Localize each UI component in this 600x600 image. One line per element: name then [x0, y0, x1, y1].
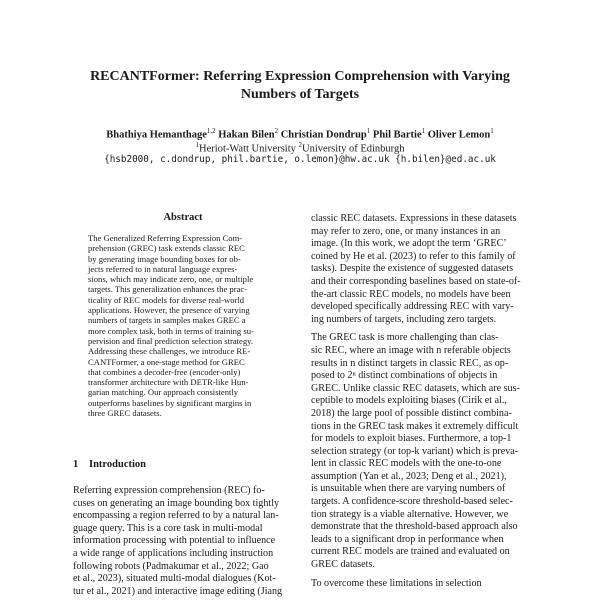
author-name: Oliver Lemon [427, 129, 491, 141]
author-affiliation-marker: 2 [274, 127, 279, 135]
affiliation-text: University of Edinburgh [302, 143, 405, 155]
text-line: targets. A confidence-score threshold-based selec- [311, 496, 513, 508]
text-line: cuses on generating an image bounding box tightly [73, 497, 280, 509]
text-line: guage query. This is a core task in multi-modal [73, 522, 263, 534]
affiliation-marker: 1 [195, 141, 200, 149]
section-number: 1 [73, 459, 79, 470]
text-line: The Generalized Referring Expression Com- [88, 233, 243, 243]
right-column [311, 213, 533, 590]
text-line: the-art classic REC models, no models have been [311, 288, 511, 300]
text-line: tasks). Despite the existence of suggested datasets [311, 263, 514, 275]
text-line: tur et al., 2021) and interactive image editing (Jiang [73, 585, 283, 597]
text-line: may refer to zero, one, or many instances in an [311, 225, 501, 237]
text-line: targets. This generalization enhances the prac- [88, 284, 248, 295]
text-line: CANTFormer, a one-stage method for GREC [88, 356, 245, 367]
text-line: 2018) the large pool of possible distinct combina- [311, 407, 512, 419]
text-line: lent in classic REC models with the one-to-one [311, 458, 502, 470]
author-affiliation-marker: 1 [490, 127, 494, 135]
text-line: classic REC datasets. Expressions in these datasets [311, 213, 517, 224]
text-line: selection strategy (or top-k variant) which is preva- [311, 445, 519, 457]
text-line: ceptible to models exploiting biases (Cirik et al., [311, 395, 507, 407]
author-emails: {hsb2000, c.dondrup, phil.bartie, o.lemon}@hw.ac.uk {h.bilen}@ed.ac.uk [104, 154, 496, 165]
text-line: is unsuitable when there are varying numbers of [311, 483, 506, 495]
author-name: Christian Dondrup [280, 129, 367, 141]
text-line: sic REC, where an image with n referable objects [311, 344, 511, 356]
text-line: posed to 2ⁿ distinct combinations of objects in [311, 370, 498, 382]
text-line: a wide range of applications including instruction [73, 547, 274, 559]
text-line: by generating image bounding boxes for ob- [88, 253, 241, 264]
text-line: three GREC datasets. [88, 408, 162, 419]
text-line: The GREC task is more challenging than clas- [311, 332, 499, 344]
text-line: To overcome these limitations in selection [311, 577, 482, 589]
text-line: information processing with potential to influence [73, 535, 276, 547]
text-line: developed specifically addressing REC with vary- [311, 301, 514, 313]
section-title: Introduction [89, 459, 146, 470]
text-line: more complex task, both in terms of training su- [88, 325, 254, 336]
abstract-heading: Abstract [163, 212, 203, 223]
text-line: and their corresponding baselines based on state-of- [311, 275, 521, 287]
text-line: outperforms baselines by significant margins in [88, 397, 252, 408]
author-name: Phil Bartie [372, 129, 422, 141]
title-line: Numbers of Targets [240, 87, 360, 102]
text-line: results in n distinct targets in classic REC, as op- [311, 357, 509, 369]
text-line: GREC datasets. [311, 559, 375, 571]
author-name: Hakan Bilen [218, 129, 275, 141]
title-line: RECANTFormer: Referring Expression Comprehension with Varying [90, 69, 510, 84]
text-line: numbers of targets in samples makes GREC a [88, 315, 246, 326]
text-line: assumption (Yan et al., 2023; Deng et al., 2021), [311, 470, 507, 482]
text-line: Referring expression comprehension (REC) fo- [73, 485, 265, 496]
author-affiliation-marker: 1 [366, 127, 371, 135]
text-line: leads to a significant drop in performance when [311, 533, 504, 545]
affiliation-text: Heriot-Watt University [199, 143, 299, 155]
text-line: current REC models are trained and evaluated on [311, 546, 510, 558]
section-heading [73, 459, 146, 470]
text-line: Addressing these challenges, we introduce RE- [88, 346, 251, 357]
text-line: prehension (GREC) task extends classic REC [88, 243, 245, 254]
text-line: ing numbers of targets, including zero targets. [311, 313, 497, 325]
author-name: Bhathiya Hemanthage [106, 129, 207, 141]
text-line: garian matching. Our approach consistently [88, 387, 239, 398]
text-line: applications. However, the presence of varying [88, 305, 250, 316]
text-line: et al., 2023), situated multi-modal dialogues (Kot- [73, 573, 276, 585]
text-line: transformer architecture with DETR-like Hun- [88, 377, 249, 388]
intro-paragraph [73, 485, 295, 598]
text-line: tion strategy is a viable alternative. However, we [311, 508, 509, 520]
author-affiliation-marker: 1 [421, 127, 426, 135]
text-line: for models to exploit biases. Furthermore, a top-1 [311, 433, 512, 445]
author-affiliation-marker: 1,2 [206, 127, 216, 135]
text-line: tions in the GREC task makes it extremely difficult [311, 420, 519, 432]
text-line: coined by He et al. (2023) to refer to this family of [311, 250, 516, 262]
affiliation-marker: 2 [298, 141, 302, 149]
text-line: jects referred to in natural language expres- [88, 263, 238, 274]
text-line: ticality of REC models for diverse real-world [88, 294, 245, 305]
paper-title [60, 68, 540, 104]
text-line: GREC. Unlike classic REC datasets, which are sus- [311, 382, 520, 394]
abstract-body [88, 233, 278, 418]
text-line: pervision and final prediction selection strategy. [88, 335, 254, 346]
text-line: sions, which may indicate zero, one, or multiple [88, 274, 254, 285]
text-line: that combines a decoder-free (encoder-only) [88, 366, 241, 377]
text-line: following robots (Padmakumar et al., 2022; Gao [73, 560, 269, 572]
text-line: image. (In this work, we adopt the term ‘GREC’ [311, 238, 507, 250]
text-line: encompassing a region referred to by a natural lan- [73, 510, 279, 522]
text-line: demonstrate that the threshold-based approach also [311, 521, 518, 533]
